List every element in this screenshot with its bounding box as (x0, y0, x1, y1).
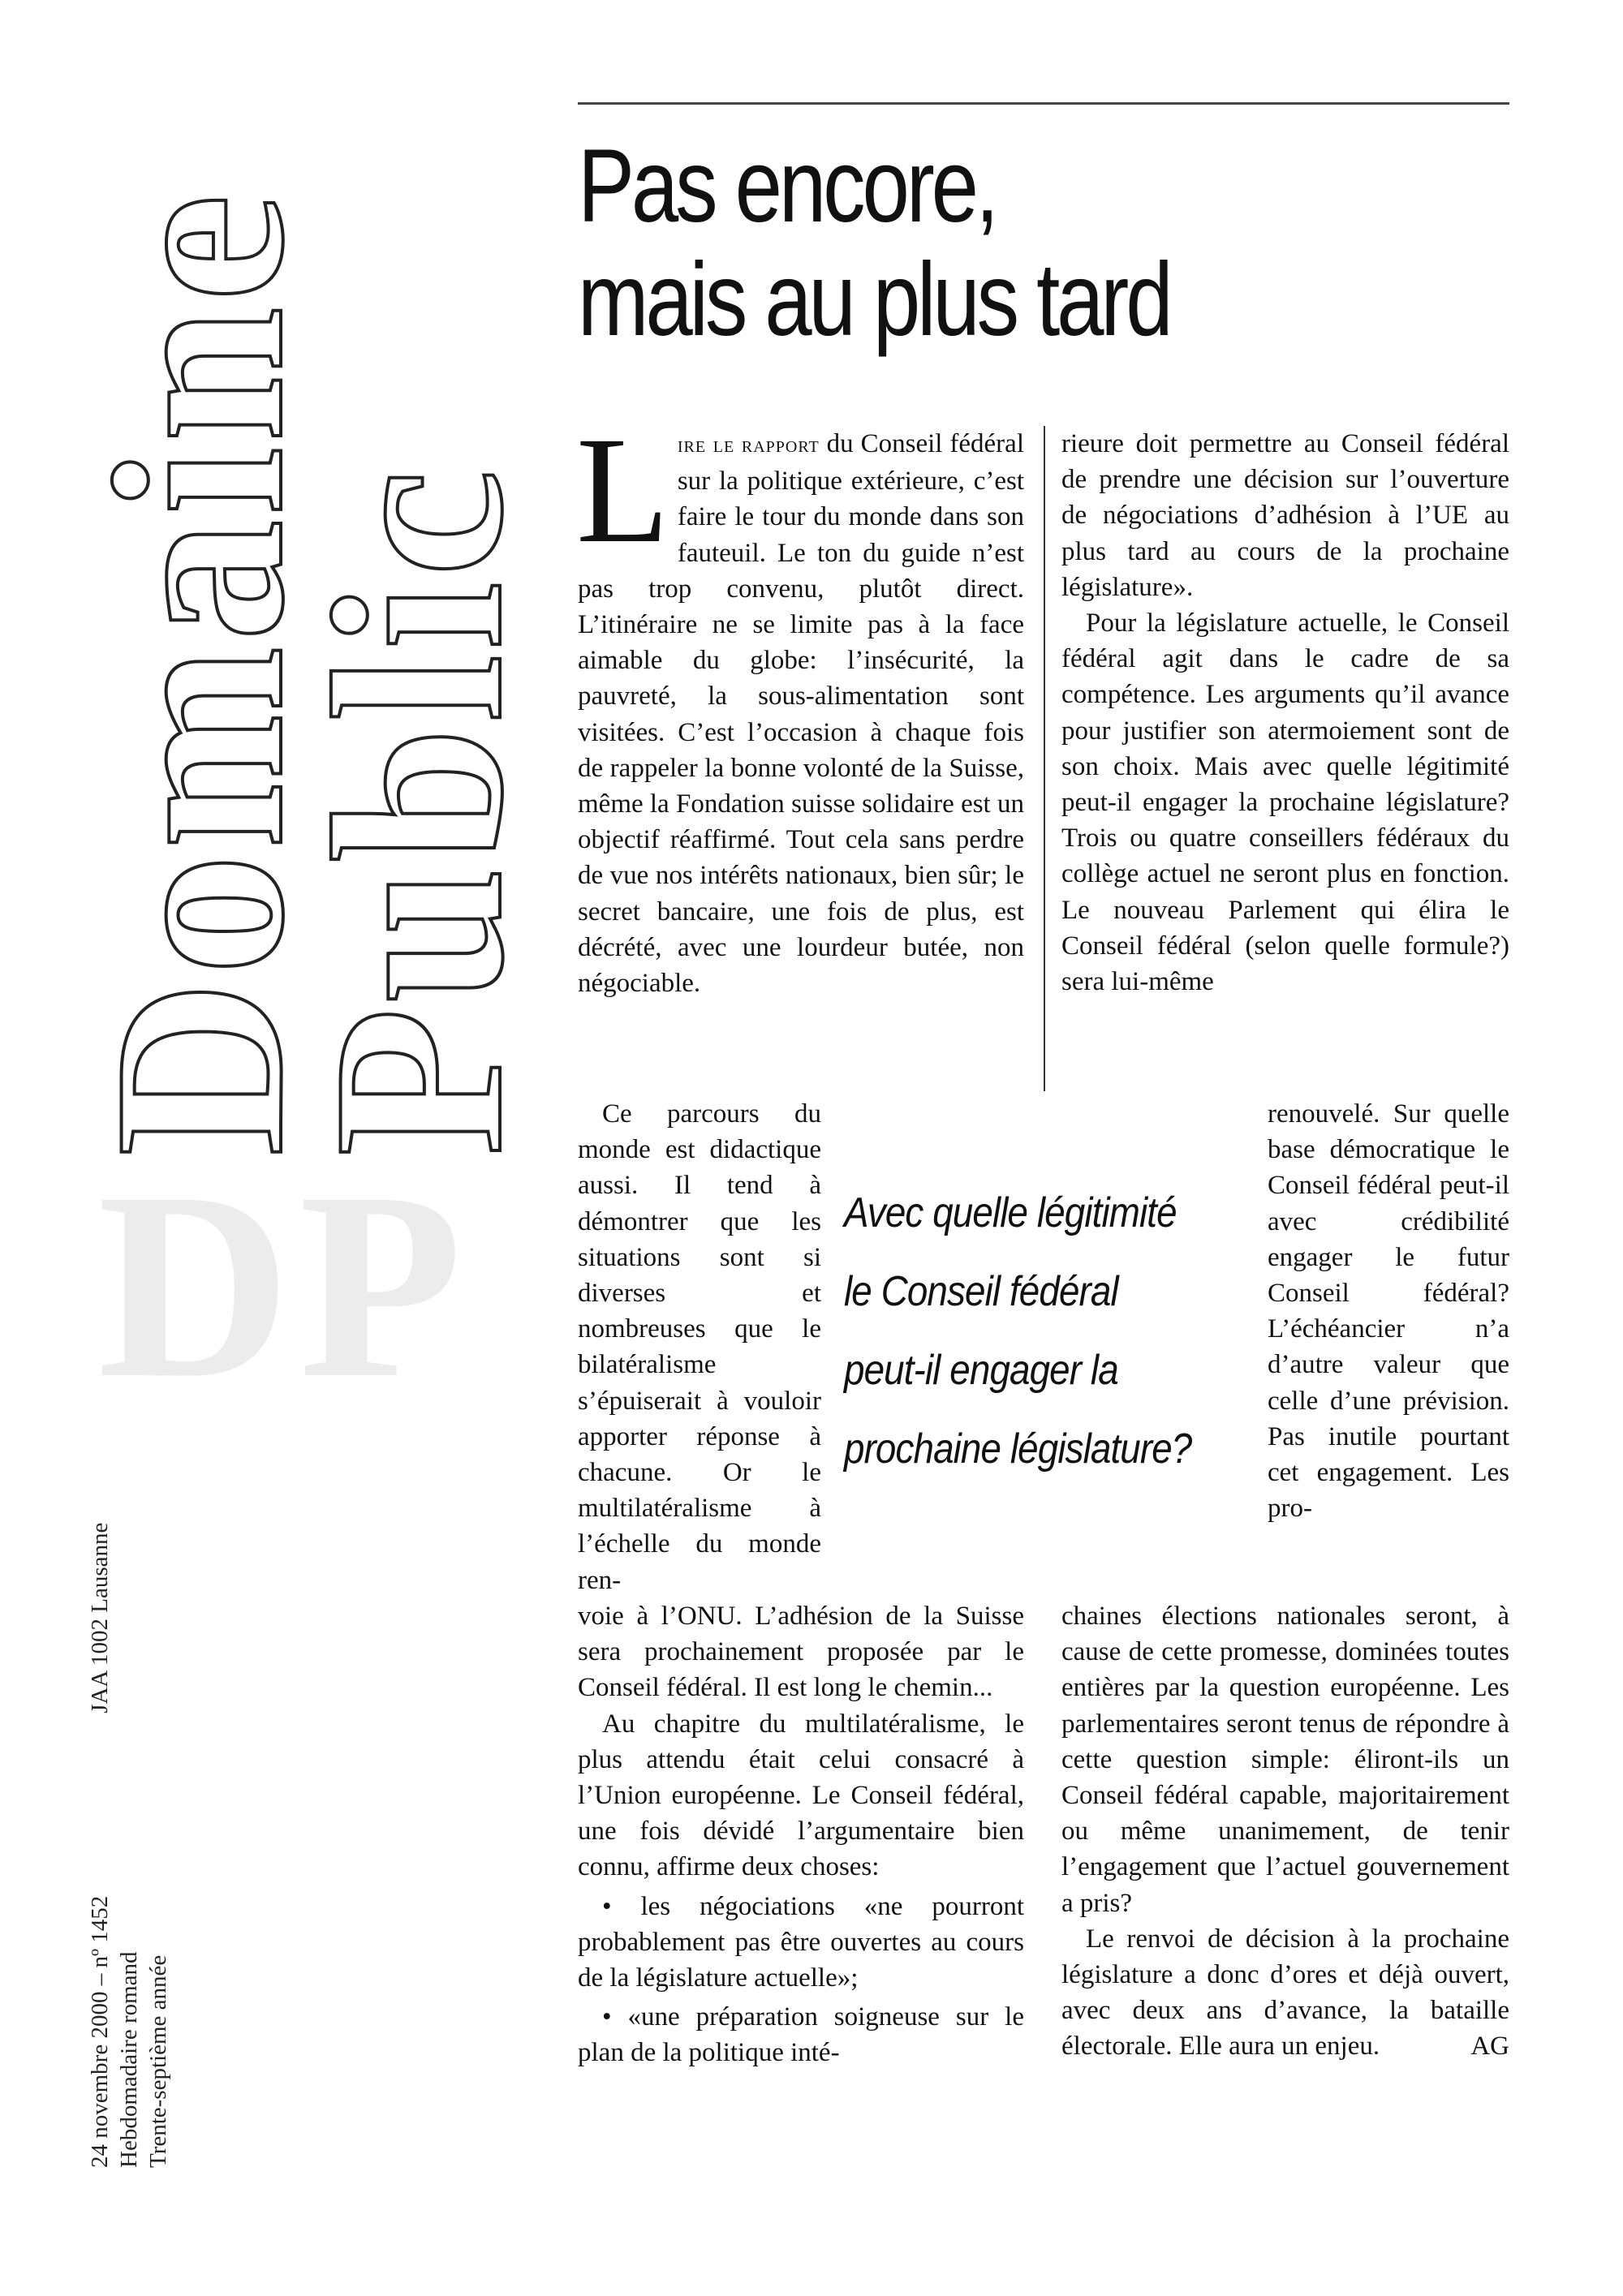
top-rule (578, 102, 1509, 105)
renvoi-text: Le renvoi de décision à la prochaine législature a donc d’ores et déjà ouvert, avec deux ans d’avance, la bataille électorale. Elle aura un enjeu. (1061, 1924, 1509, 2062)
author-signature: AG (1470, 2032, 1509, 2062)
dp-watermark: DP (97, 1137, 471, 1434)
issue-date: 24 novembre 2000 – nº 1452 (87, 1895, 113, 2168)
issue-frequency: Hebdomadaire romand (116, 1951, 142, 2168)
paragraph-renouvele: renouvelé. Sur quelle base démocratique le Conseil fédéral peut-il avec crédibilité engager le futur Conseil fédéral? L’échéancier n’a d’autre valeur que celle d’une prévision. Pas inutile pourtant cet engagement. Les pro- (1268, 1099, 1509, 1524)
bullet-item-1: • les négociations «ne pourront probablement pas être ouvertes au cours de la législature actuelle»; (578, 1891, 1024, 1993)
lead-text: du Conseil fédéral sur la politique extérieure, c’est faire le tour du monde dans son fauteuil. Le ton du guide n’est pas trop convenu, plutôt direct. L’itinéraire ne se limite pas à la face aimable du globe: l’insécurité, la pauvreté, la sous-alimentation sont visitées. C’est l’occasion à chaque fois de rappeler la bonne volonté de la Suisse, même la Fondation suisse solidaire est un objectif réaffirmé. Tout cela sans perdre de vue nos intérêts nationaux, bien sûr; le secret bancaire, une fois de plus, est décrété, avec une lourdeur butée, non négociable. (578, 429, 1024, 999)
headline-line-2: mais au plus tard (578, 242, 1170, 358)
postal-code: JAA 1002 Lausanne (87, 1522, 113, 1713)
article-column-2 (1061, 426, 1509, 1000)
lower-column-right (1061, 1598, 1509, 2065)
pull-quote-line-2: le Conseil fédéral (844, 1268, 1118, 1315)
pull-quote-line-1: Avec quelle légitimité (844, 1189, 1177, 1236)
bullet-item-2: • «une préparation soigneuse sur le plan de la politique inté- (578, 2002, 1024, 2068)
column-divider (1044, 426, 1045, 1091)
issue-year: Trente-septième année (145, 1954, 171, 2168)
paragraph-lead (576, 405, 1024, 1001)
paragraph-col2-legislature: Pour la législature actuelle, le Conseil fédéral agit dans le cadre de sa compétence. Les arguments qu’il avance pour justifier son atermoiement sont de son choix. Mais avec quelle légitimité peut-il engager la prochaine législature? Trois ou quatre conseillers fédéraux du collège actuel ne seront plus en fonction. Le nouveau Parlement qui élira le Conseil fédéral (selon quelle formule?) sera lui-même (1061, 608, 1509, 997)
masthead-title-domaine: Domaine (64, 189, 334, 1156)
paragraph-onu: voie à l’ONU. L’adhésion de la Suisse sera prochainement proposée par le Conseil fédéral. Il est long le chemin... (578, 1602, 1024, 1703)
narrow-column-right (1268, 1096, 1509, 1526)
masthead-title-public: Public (283, 464, 553, 1156)
paragraph-parcours: Ce parcours du monde est didactique aussi. Il tend à démontrer que les situations sont si diverses et nombreuses que le bilatéralisme s’épuiserait à vouloir apporter réponse à chacune. Or le multilatéralisme à l’échelle du monde ren- (578, 1099, 821, 1595)
article-column-1 (576, 405, 1024, 1001)
paragraph-col2-continued: rieure doit permettre au Conseil fédéral de prendre une décision sur l’ouverture de négociations d’adhésion à l’UE au plus tard au cours de la prochaine législature». (1061, 429, 1509, 602)
headline-line-1: Pas encore, (578, 128, 997, 244)
lead-smallcaps: ire le rapport (677, 432, 820, 458)
article-headline (578, 130, 1341, 357)
paragraph-multilateralisme: Au chapitre du multilatéralisme, le plus attendu était celui consacré à l’Union européenne. Le Conseil fédéral, une fois dévidé l’argumentaire bien connu, affirme deux choses: (578, 1709, 1024, 1882)
issue-info (85, 1519, 173, 2168)
pull-quote-line-4: prochaine législature? (844, 1425, 1192, 1473)
paragraph-renvoi (1061, 1921, 1509, 2065)
drop-cap: L (576, 405, 669, 574)
pull-quote (844, 1174, 1201, 1489)
lower-column-left (578, 1598, 1024, 2071)
narrow-column-left (578, 1096, 821, 1598)
paragraph-elections: chaines élections nationales seront, à cause de cette promesse, dominées toutes entières par la question européenne. Les parlementaires seront tenus de répondre à cette question simple: éliront-ils un Conseil fédéral capable, majoritairement ou même unanimement, de tenir l’engagement que l’actuel gouvernement a pris? (1061, 1602, 1509, 1918)
pull-quote-line-3: peut-il engager la (844, 1347, 1118, 1394)
